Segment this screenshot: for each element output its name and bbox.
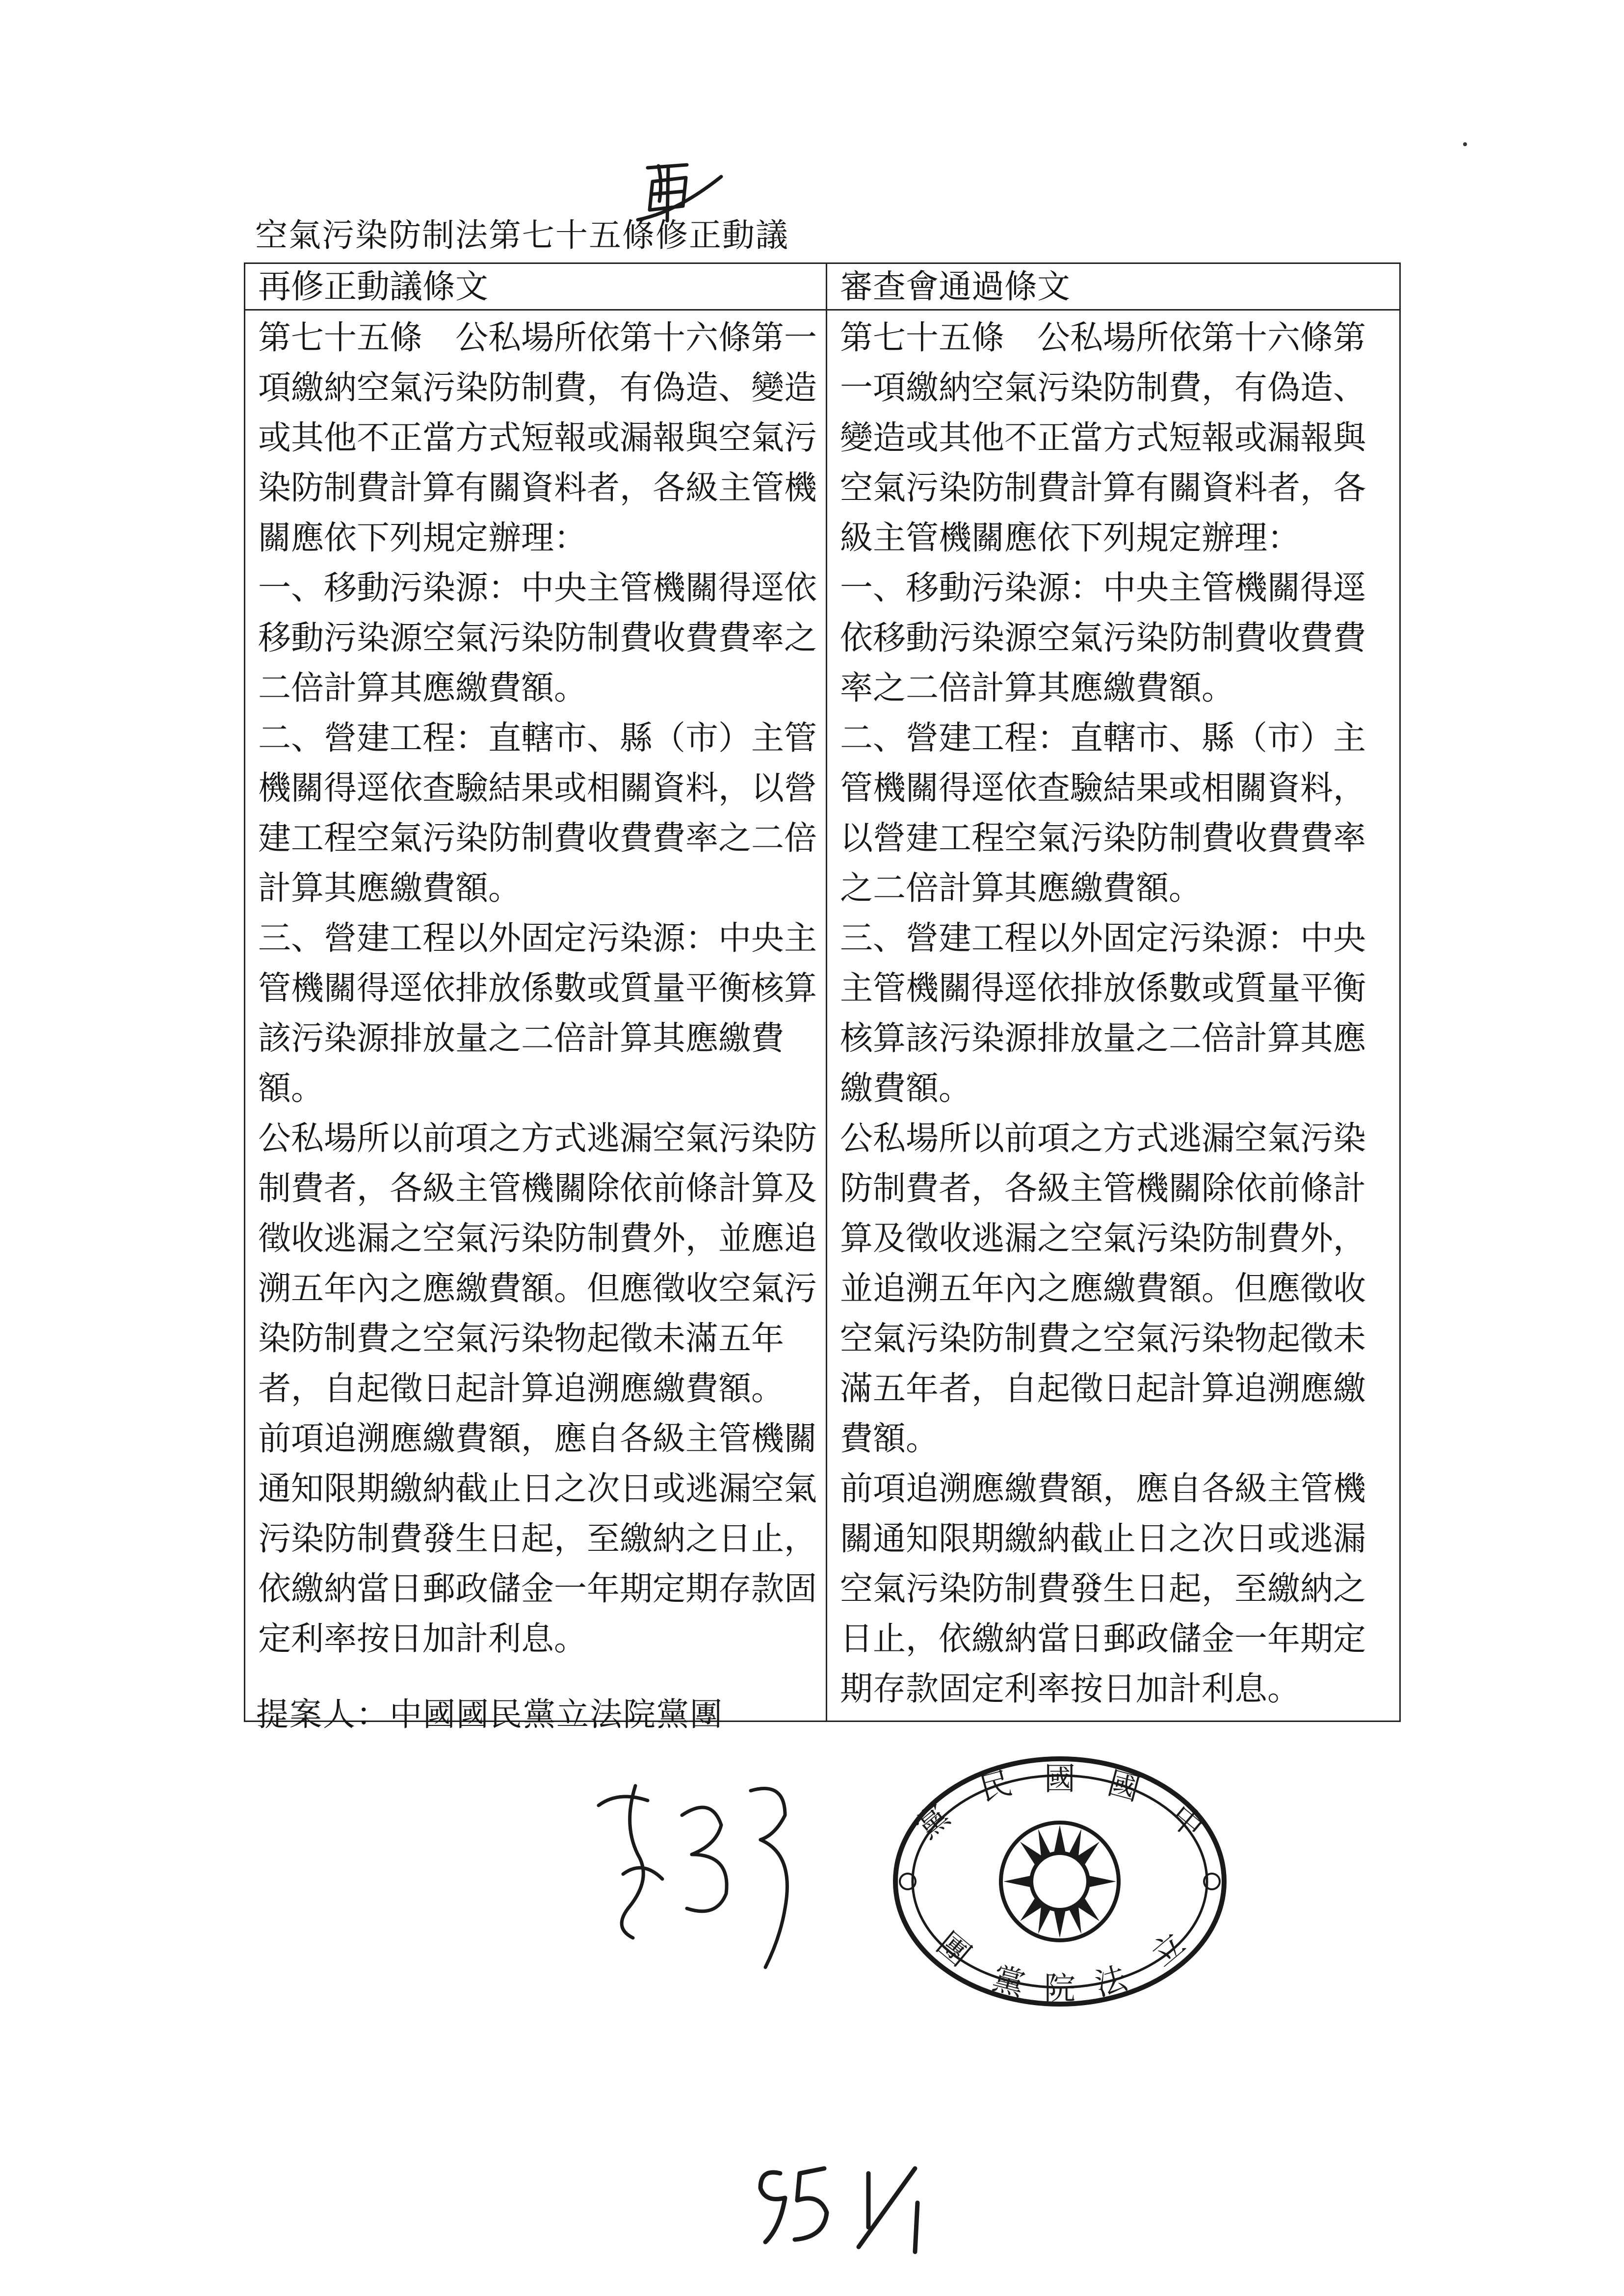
paragraph-interest: 前項追溯應繳費額，應自各級主管機關通知限期繳納截止日之次日或逃漏空氣污染防制費發生日起，至繳納之日止，依繳納當日郵政儲金一年期定期存款固定利率按日加計利息。	[840, 1469, 1366, 1708]
seal-char: 國	[1103, 1765, 1144, 1808]
handwritten-page-number	[746, 2154, 952, 2257]
header-committee-passed: 審查會通過條文	[827, 263, 1400, 310]
item-construction: 二、營建工程：直轄市、縣（市）主管機關得逕依查驗結果或相關資料，以營建工程空氣污染防制費收費費率之二倍計算其應繳費額。	[258, 719, 817, 907]
item-stationary-source: 三、營建工程以外固定污染源：中央主管機關得逕依排放係數或質量平衡核算該污染源排放量之二倍計算其應繳費額。	[840, 919, 1366, 1107]
seal-char: 黨	[909, 1798, 957, 1846]
handwritten-signature	[589, 1761, 824, 1972]
header-revised-motion: 再修正動議條文	[245, 263, 827, 310]
seal-char: 國	[1044, 1761, 1075, 1798]
table-row	[245, 310, 1400, 1722]
item-mobile-source: 一、移動污染源：中央主管機關得逕依移動污染源空氣污染防制費收費費率之二倍計算其應繳費額。	[840, 569, 1366, 707]
paragraph-interest: 前項追溯應繳費額，應自各級主管機關通知限期繳納截止日之次日或逃漏空氣污染防制費發生日起，至繳納之日止，依繳納當日郵政儲金一年期定期存款固定利率按日加計利息。	[258, 1419, 817, 1658]
scan-speck	[1463, 142, 1467, 146]
seal-char: 立	[1145, 1926, 1192, 1974]
seal-char: 院	[1044, 1971, 1075, 2007]
seal-char: 民	[976, 1765, 1016, 1808]
paragraph-retroactive: 公私場所以前項之方式逃漏空氣污染防制費者，各級主管機關除依前條計算及徵收逃漏之空氣污染防制費外，並追溯五年內之應繳費額。但應徵收空氣污染防制費之空氣污染物起徵未滿五年者，自起徵日起計算追溯應繳費額。	[840, 1119, 1366, 1458]
revised-motion-text-cell	[245, 310, 827, 1722]
article-intro: 第七十五條 公私場所依第十六條第一項繳納空氣污染防制費，有偽造、變造或其他不正當方式短報或漏報與空氣污染防制費計算有關資料者，各級主管機關應依下列規定辦理：	[840, 318, 1366, 557]
proposer-line: 提案人：中國國民黨立法院黨團	[256, 1696, 723, 1733]
seal-char: 法	[1091, 1960, 1131, 2004]
seal-char: 團	[930, 1926, 977, 1974]
seal-char: 黨	[988, 1960, 1028, 2004]
item-mobile-source: 一、移動污染源：中央主管機關得逕依移動污染源空氣污染防制費收費費率之二倍計算其應繳費額。	[258, 569, 817, 707]
seal-char: 中	[1163, 1798, 1210, 1846]
comparison-table	[244, 262, 1401, 1722]
paragraph-retroactive: 公私場所以前項之方式逃漏空氣污染防制費者，各級主管機關除依前條計算及徵收逃漏之空氣污染防制費外，並應追溯五年內之應繳費額。但應徵收空氣污染防制費之空氣污染物起徵未滿五年者，自起徵日起計算追溯應繳費額。	[258, 1119, 817, 1408]
committee-text-cell	[827, 310, 1400, 1722]
official-seal-stamp	[888, 1751, 1231, 2011]
document-title: 空氣污染防制法第七十五條修正動議	[255, 216, 789, 254]
article-intro: 第七十五條 公私場所依第十六條第一項繳納空氣污染防制費，有偽造、變造或其他不正當方式短報或漏報與空氣污染防制費計算有關資料者，各級主管機關應依下列規定辦理：	[258, 318, 817, 557]
item-construction: 二、營建工程：直轄市、縣（市）主管機關得逕依查驗結果或相關資料，以營建工程空氣污染防制費收費費率之二倍計算其應繳費額。	[840, 719, 1366, 907]
table-header-row	[245, 263, 1400, 310]
item-stationary-source: 三、營建工程以外固定污染源：中央主管機關得逕依排放係數或質量平衡核算該污染源排放量之二倍計算其應繳費額。	[258, 919, 817, 1107]
